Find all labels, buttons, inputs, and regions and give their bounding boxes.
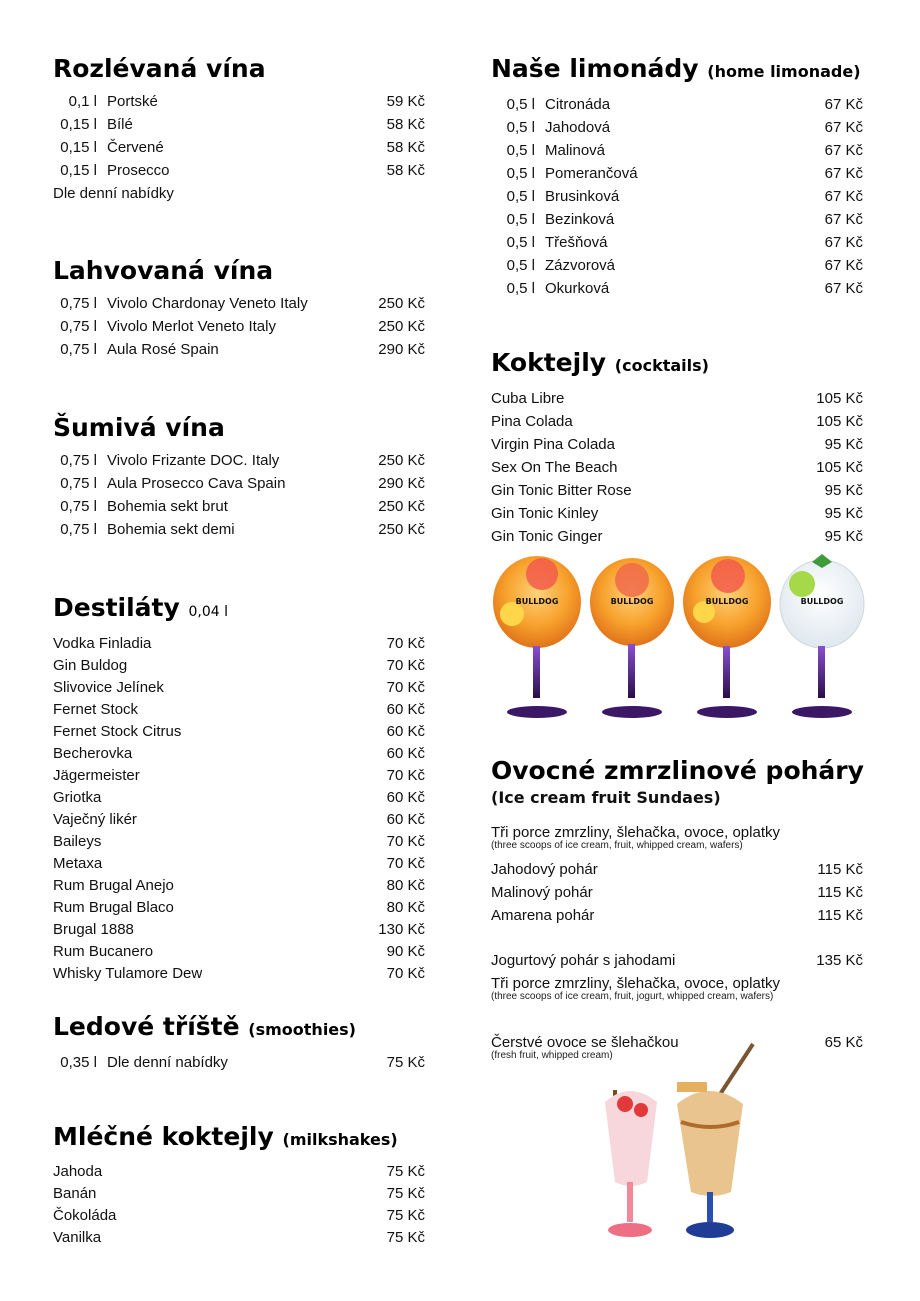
menu-row <box>491 231 863 254</box>
menu-row <box>53 1183 425 1205</box>
item-name: Vanilka <box>53 1229 102 1246</box>
glass-1 <box>493 556 581 718</box>
item-price: 58 Kč <box>386 162 425 179</box>
item-price: 105 Kč <box>816 459 863 476</box>
item-volume: 0,5 l <box>506 96 535 113</box>
menu-row <box>491 185 863 208</box>
item-price: 250 Kč <box>378 295 425 312</box>
sundae-glasses-illustration <box>595 1042 760 1252</box>
item-price: 75 Kč <box>386 1054 425 1071</box>
menu-row <box>53 315 425 338</box>
section-title: Šumivá vína <box>53 413 225 442</box>
item-price: 70 Kč <box>386 679 425 696</box>
section-subtitle: (cocktails) <box>614 356 709 375</box>
item-price: 67 Kč <box>824 211 863 228</box>
menu-row <box>53 963 425 985</box>
item-name: Slivovice Jelínek <box>53 679 164 696</box>
item-price: 75 Kč <box>386 1207 425 1224</box>
item-name: Becherovka <box>53 745 133 762</box>
caramel-sundae <box>677 1044 753 1238</box>
item-volume: 0,5 l <box>506 211 535 228</box>
menu-row <box>53 919 425 941</box>
menu-row <box>491 93 863 116</box>
menu-row <box>53 113 425 136</box>
item-name: Jägermeister <box>53 767 140 784</box>
section-title: Ledové tříště (smoothies) <box>53 1012 356 1041</box>
glass-4 <box>780 554 864 718</box>
menu-row <box>53 90 425 113</box>
sundae-description-en: (three scoops of ice cream, fruit, whipped cream, wafers) <box>491 840 743 851</box>
item-price: 115 Kč <box>817 861 863 878</box>
item-volume: 0,15 l <box>60 162 97 179</box>
section-wine-glass <box>53 54 425 205</box>
item-name: Malinová <box>545 142 606 159</box>
item-price: 58 Kč <box>386 139 425 156</box>
section-sparkling <box>53 413 425 541</box>
yogurt-description: Tři porce zmrzliny, šlehačka, ovoce, oplatky <box>491 975 780 992</box>
menu-row <box>53 292 425 315</box>
item-name: Dle denní nabídky <box>107 1054 228 1071</box>
item-price: 60 Kč <box>386 811 425 828</box>
menu-row <box>491 116 863 139</box>
item-price: 95 Kč <box>824 528 863 545</box>
item-price: 70 Kč <box>386 855 425 872</box>
item-price: 67 Kč <box>824 96 863 113</box>
section-subtitle: (Ice cream fruit Sundaes) <box>491 788 721 807</box>
item-name: Brusinková <box>545 188 620 205</box>
item-name: Pina Colada <box>491 413 573 430</box>
item-name: Virgin Pina Colada <box>491 436 615 453</box>
menu-row <box>491 387 863 410</box>
section-milkshakes <box>53 1122 425 1249</box>
menu-row <box>53 655 425 677</box>
item-name: Bohemia sekt demi <box>107 521 235 538</box>
item-price: 65 Kč <box>824 1034 863 1051</box>
item-volume: 0,5 l <box>506 119 535 136</box>
item-price: 105 Kč <box>816 413 863 430</box>
item-name: Zázvorová <box>545 257 616 274</box>
item-price: 70 Kč <box>386 767 425 784</box>
item-name: Brugal 1888 <box>53 921 134 938</box>
item-price: 115 Kč <box>817 884 863 901</box>
menu-row <box>491 858 863 881</box>
item-name: Červené <box>107 139 164 156</box>
item-price: 95 Kč <box>824 505 863 522</box>
menu-row <box>491 949 863 972</box>
item-volume: 0,15 l <box>60 116 97 133</box>
section-title: Rozlévaná vína <box>53 54 266 83</box>
menu-list <box>53 292 425 361</box>
menu-row <box>491 904 863 927</box>
gin-tonic-glasses-image <box>492 552 867 722</box>
menu-list <box>491 858 863 927</box>
menu-row <box>491 456 863 479</box>
menu-row <box>491 525 863 548</box>
menu-row <box>53 743 425 765</box>
glass-brand-label: BULLDOG <box>800 597 844 606</box>
item-price: 250 Kč <box>378 521 425 538</box>
section-sundaes <box>491 756 863 1068</box>
item-price: 75 Kč <box>386 1185 425 1202</box>
item-price: 115 Kč <box>817 907 863 924</box>
menu-row <box>53 472 425 495</box>
daily-offer-note: Dle denní nabídky <box>53 185 174 202</box>
item-name: Malinový pohár <box>491 884 593 901</box>
section-subtitle: (milkshakes) <box>282 1130 398 1149</box>
item-name: Vodka Finladia <box>53 635 152 652</box>
menu-row <box>53 1227 425 1249</box>
item-price: 290 Kč <box>378 341 425 358</box>
item-volume: 0,5 l <box>506 142 535 159</box>
item-volume: 0,75 l <box>60 341 97 358</box>
item-name: Citronáda <box>545 96 611 113</box>
item-price: 95 Kč <box>824 482 863 499</box>
item-price: 290 Kč <box>378 475 425 492</box>
glass-2 <box>590 558 674 718</box>
item-price: 80 Kč <box>386 899 425 916</box>
item-name: Okurková <box>545 280 610 297</box>
glass-brand-label: BULLDOG <box>705 597 749 606</box>
menu-row <box>53 495 425 518</box>
item-name: Třešňová <box>545 234 608 251</box>
menu-row <box>53 449 425 472</box>
menu-row <box>491 162 863 185</box>
item-name: Bílé <box>107 116 133 133</box>
item-name: Aula Rosé Spain <box>107 341 219 358</box>
section-title: Ovocné zmrzlinové poháry <box>491 756 864 785</box>
item-price: 67 Kč <box>824 119 863 136</box>
menu-row <box>491 502 863 525</box>
item-price: 90 Kč <box>386 943 425 960</box>
item-name: Sex On The Beach <box>491 459 618 476</box>
item-price: 95 Kč <box>824 436 863 453</box>
item-name: Čerstvé ovoce se šlehačkou <box>491 1034 679 1051</box>
item-name: Bezinková <box>545 211 615 228</box>
menu-row <box>53 809 425 831</box>
section-cocktails <box>491 348 863 548</box>
section-title: Mléčné koktejly (milkshakes) <box>53 1122 398 1151</box>
menu-row <box>53 765 425 787</box>
item-name: Pomerančová <box>545 165 638 182</box>
item-volume: 0,75 l <box>60 475 97 492</box>
section-title: Koktejly (cocktails) <box>491 348 709 377</box>
item-price: 60 Kč <box>386 701 425 718</box>
item-price: 67 Kč <box>824 188 863 205</box>
section-smoothies <box>53 1012 425 1074</box>
menu-row <box>53 897 425 919</box>
item-price: 250 Kč <box>378 318 425 335</box>
menu-row <box>491 208 863 231</box>
item-name: Jogurtový pohár s jahodami <box>491 952 676 969</box>
menu-row <box>491 277 863 300</box>
section-wine-bottle <box>53 256 425 361</box>
glass-3 <box>683 556 771 718</box>
item-name: Vivolo Frizante DOC. Italy <box>107 452 280 469</box>
item-name: Jahodová <box>545 119 611 136</box>
item-name: Vaječný likér <box>53 811 137 828</box>
item-name: Gin Tonic Bitter Rose <box>491 482 632 499</box>
strawberry-sundae <box>605 1090 657 1237</box>
menu-list <box>53 449 425 541</box>
fresh-description-en: (fresh fruit, whipped cream) <box>491 1050 613 1061</box>
item-name: Metaxa <box>53 855 103 872</box>
item-price: 59 Kč <box>386 93 425 110</box>
menu-row <box>53 853 425 875</box>
item-price: 67 Kč <box>824 257 863 274</box>
item-volume: 0,35 l <box>60 1054 97 1071</box>
glass-brand-label: BULLDOG <box>515 597 559 606</box>
menu-row <box>53 875 425 897</box>
item-price: 75 Kč <box>386 1163 425 1180</box>
menu-row <box>53 338 425 361</box>
item-volume: 0,5 l <box>506 257 535 274</box>
item-name: Portské <box>107 93 158 110</box>
menu-row <box>53 1161 425 1183</box>
section-subtitle: (home limonade) <box>707 62 861 81</box>
item-volume: 0,5 l <box>506 188 535 205</box>
item-volume: 0,75 l <box>60 521 97 538</box>
menu-list <box>53 1161 425 1249</box>
item-volume: 0,5 l <box>506 280 535 297</box>
item-price: 70 Kč <box>386 965 425 982</box>
item-name: Whisky Tulamore Dew <box>53 965 203 982</box>
item-volume: 0,75 l <box>60 295 97 312</box>
menu-row <box>53 633 425 655</box>
item-volume: 0,5 l <box>506 165 535 182</box>
item-name: Čokoláda <box>53 1207 117 1224</box>
menu-row <box>491 433 863 456</box>
menu-row <box>491 254 863 277</box>
item-name: Vivolo Chardonay Veneto Italy <box>107 295 308 312</box>
menu-row <box>53 721 425 743</box>
item-name: Rum Brugal Anejo <box>53 877 174 894</box>
menu-row <box>53 1205 425 1227</box>
menu-row <box>53 136 425 159</box>
item-name: Cuba Libre <box>491 390 565 407</box>
item-name: Fernet Stock <box>53 701 139 718</box>
yogurt-description-en: (three scoops of ice cream, fruit, jogurt, whipped cream, wafers) <box>491 991 774 1002</box>
item-price: 70 Kč <box>386 635 425 652</box>
item-volume: 0,75 l <box>60 452 97 469</box>
item-price: 60 Kč <box>386 789 425 806</box>
item-name: Gin Tonic Ginger <box>491 528 603 545</box>
item-name: Griotka <box>53 789 102 806</box>
menu-row <box>491 881 863 904</box>
menu-row <box>491 479 863 502</box>
item-price: 58 Kč <box>386 116 425 133</box>
item-name: Amarena pohár <box>491 907 595 924</box>
section-title: Lahvovaná vína <box>53 256 274 285</box>
item-price: 67 Kč <box>824 142 863 159</box>
item-name: Rum Bucanero <box>53 943 154 960</box>
item-name: Gin Buldog <box>53 657 128 674</box>
item-name: Baileys <box>53 833 102 850</box>
item-name: Bohemia sekt brut <box>107 498 228 515</box>
menu-row <box>53 699 425 721</box>
item-volume: 0,75 l <box>60 318 97 335</box>
menu-row <box>53 831 425 853</box>
item-name: Aula Prosecco Cava Spain <box>107 475 286 492</box>
section-title: Destiláty 0,04 l <box>53 593 229 622</box>
item-name: Vivolo Merlot Veneto Italy <box>107 318 276 335</box>
item-price: 67 Kč <box>824 280 863 297</box>
menu-row <box>53 941 425 963</box>
menu-row <box>53 677 425 699</box>
item-volume: 0,1 l <box>68 93 97 110</box>
item-price: 67 Kč <box>824 234 863 251</box>
item-price: 250 Kč <box>378 452 425 469</box>
item-price: 135 Kč <box>816 952 863 969</box>
item-price: 67 Kč <box>824 165 863 182</box>
ice-cream-sundaes-image <box>595 1042 760 1252</box>
menu-row <box>53 518 425 541</box>
menu-row <box>53 787 425 809</box>
section-note: 0,04 l <box>188 604 229 620</box>
menu-row <box>491 410 863 433</box>
item-price: 130 Kč <box>378 921 425 938</box>
sundae-description: Tři porce zmrzliny, šlehačka, ovoce, oplatky <box>491 824 780 841</box>
item-name: Banán <box>53 1185 97 1202</box>
item-volume: 0,15 l <box>60 139 97 156</box>
item-price: 105 Kč <box>816 390 863 407</box>
item-price: 60 Kč <box>386 723 425 740</box>
item-volume: 0,75 l <box>60 498 97 515</box>
item-volume: 0,5 l <box>506 234 535 251</box>
item-name: Jahoda <box>53 1163 103 1180</box>
item-name: Rum Brugal Blaco <box>53 899 174 916</box>
item-name: Prosecco <box>107 162 170 179</box>
menu-list <box>53 90 425 182</box>
menu-row <box>53 159 425 182</box>
menu-row <box>53 1051 425 1074</box>
menu-list <box>53 1051 425 1074</box>
gin-tonic-glasses-illustration <box>492 552 867 722</box>
item-price: 250 Kč <box>378 498 425 515</box>
item-price: 70 Kč <box>386 657 425 674</box>
item-price: 80 Kč <box>386 877 425 894</box>
section-spirits <box>53 593 425 985</box>
section-subtitle: (smoothies) <box>248 1020 356 1039</box>
menu-list <box>53 633 425 985</box>
item-name: Fernet Stock Citrus <box>53 723 182 740</box>
section-title: Naše limonády (home limonade) <box>491 54 861 83</box>
item-name: Jahodový pohár <box>491 861 598 878</box>
menu-list <box>491 93 863 300</box>
section-lemonades <box>491 54 863 300</box>
menu-list <box>491 387 863 548</box>
item-name: Gin Tonic Kinley <box>491 505 599 522</box>
item-price: 60 Kč <box>386 745 425 762</box>
item-price: 70 Kč <box>386 833 425 850</box>
menu-row <box>491 139 863 162</box>
item-price: 75 Kč <box>386 1229 425 1246</box>
glass-brand-label: BULLDOG <box>610 597 654 606</box>
